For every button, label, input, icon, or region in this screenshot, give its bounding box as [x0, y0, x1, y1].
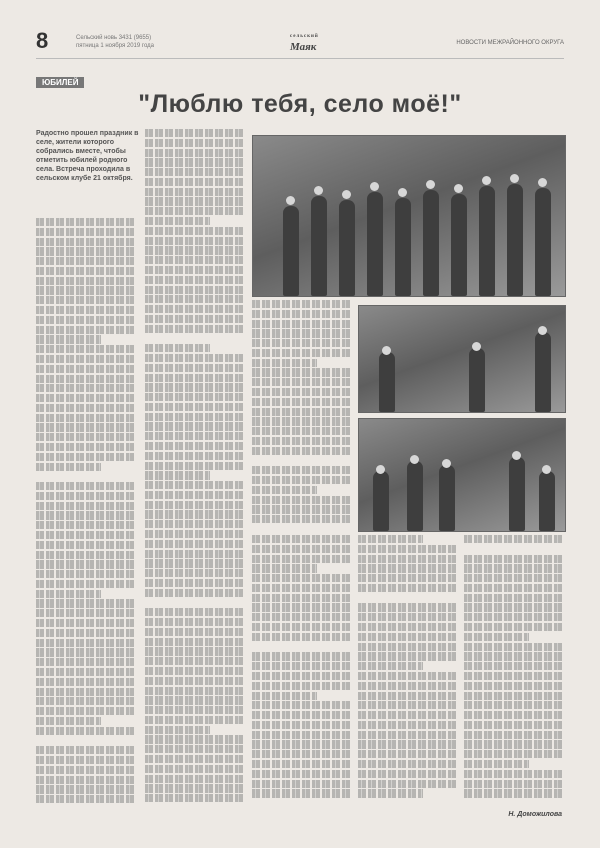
text-line	[252, 721, 352, 729]
text-line	[36, 326, 136, 334]
text-line	[145, 178, 245, 186]
text-line	[36, 697, 136, 705]
text-line	[252, 300, 352, 308]
text-line	[464, 584, 564, 592]
text-line	[36, 531, 136, 539]
text-line	[358, 662, 423, 670]
text-line	[145, 188, 245, 196]
text-line	[358, 731, 458, 739]
text-column-6	[464, 535, 564, 805]
text-line	[358, 672, 458, 680]
text-line	[145, 471, 210, 479]
text-line	[358, 643, 458, 651]
text-line	[464, 760, 529, 768]
text-line	[145, 677, 245, 685]
header-divider	[36, 58, 564, 59]
newspaper-logo	[290, 32, 319, 52]
text-line	[145, 295, 245, 303]
page-header	[36, 30, 564, 56]
text-line	[36, 335, 101, 343]
text-line	[145, 706, 245, 714]
text-line	[252, 574, 352, 582]
text-line	[464, 692, 564, 700]
text-line	[145, 276, 245, 284]
text-line	[36, 355, 136, 363]
text-column-3	[252, 300, 352, 530]
text-line	[36, 433, 136, 441]
text-line	[145, 696, 245, 704]
text-line	[36, 668, 136, 676]
text-line	[36, 482, 136, 490]
text-line	[145, 286, 245, 294]
text-line	[145, 775, 245, 783]
text-line	[145, 393, 245, 401]
text-line	[464, 594, 564, 602]
text-line	[464, 682, 564, 690]
text-line	[145, 765, 245, 773]
text-line	[145, 716, 245, 724]
text-line	[36, 511, 136, 519]
text-line	[145, 510, 245, 518]
text-line	[36, 541, 136, 549]
text-line	[36, 502, 136, 510]
text-line	[36, 267, 136, 275]
text-line	[145, 207, 245, 215]
text-line	[252, 789, 352, 797]
text-line	[36, 590, 101, 598]
text-line	[252, 731, 352, 739]
text-line	[36, 443, 136, 451]
text-line	[252, 329, 352, 337]
text-line	[464, 711, 564, 719]
text-line	[145, 432, 245, 440]
text-line	[464, 731, 564, 739]
text-line	[145, 726, 210, 734]
text-line	[36, 599, 136, 607]
text-line	[36, 639, 136, 647]
text-line	[358, 623, 458, 631]
text-line	[145, 227, 245, 235]
text-line	[145, 559, 245, 567]
text-line	[252, 417, 352, 425]
text-line	[252, 505, 352, 513]
event-photo-2	[358, 305, 566, 413]
text-line	[145, 256, 245, 264]
text-line	[145, 755, 245, 763]
text-line	[36, 707, 136, 715]
text-line	[252, 760, 352, 768]
text-line	[464, 564, 564, 572]
text-line	[36, 688, 136, 696]
article-lead: Радостно прошел праздник в селе, жители которого собрались вместе, чтобы отметить юбилей родного села. Встреча проходила в сельском клубе 21 октября.	[36, 130, 139, 182]
text-column-1	[36, 218, 136, 808]
text-line	[145, 413, 245, 421]
text-line	[252, 535, 352, 543]
text-line	[145, 315, 245, 323]
text-line	[36, 766, 136, 774]
author-signature: Н. Доможилова	[508, 811, 562, 818]
text-line	[145, 481, 245, 489]
text-line	[252, 486, 317, 494]
text-line	[36, 551, 136, 559]
text-line	[145, 354, 245, 362]
text-line	[36, 521, 136, 529]
text-line	[36, 776, 136, 784]
text-line	[464, 545, 564, 553]
text-line	[145, 638, 245, 646]
text-line	[358, 682, 458, 690]
text-line	[145, 168, 245, 176]
text-line	[464, 623, 564, 631]
text-line	[145, 540, 245, 548]
text-line	[252, 310, 352, 318]
text-line	[36, 570, 136, 578]
text-line	[36, 423, 136, 431]
text-line	[464, 643, 564, 651]
text-line	[145, 344, 210, 352]
text-line	[252, 359, 317, 367]
text-line	[145, 501, 245, 509]
text-line	[358, 613, 458, 621]
text-line	[36, 678, 136, 686]
text-line	[36, 727, 136, 735]
text-line	[464, 672, 564, 680]
text-line	[358, 594, 458, 602]
text-line	[36, 609, 136, 617]
text-line	[464, 652, 564, 660]
text-line	[252, 623, 352, 631]
text-line	[358, 711, 458, 719]
text-line	[358, 545, 458, 553]
text-line	[252, 437, 352, 445]
text-line	[36, 736, 136, 744]
issue-info: Сельский новь 3431 (9655) пятница 1 ноября 2019 года	[76, 35, 154, 49]
text-line	[358, 574, 458, 582]
text-line	[464, 740, 564, 748]
text-line	[358, 701, 458, 709]
text-line	[252, 701, 352, 709]
text-line	[145, 550, 245, 558]
text-line	[358, 584, 458, 592]
text-line	[36, 306, 136, 314]
text-line	[145, 491, 245, 499]
text-line	[252, 427, 352, 435]
text-line	[145, 647, 245, 655]
text-line	[145, 422, 245, 430]
text-line	[252, 496, 352, 504]
text-line	[145, 442, 245, 450]
text-line	[252, 368, 352, 376]
text-line	[36, 629, 136, 637]
text-line	[252, 740, 352, 748]
text-line	[145, 403, 245, 411]
text-line	[36, 316, 136, 324]
text-line	[252, 447, 352, 455]
text-line	[36, 414, 136, 422]
text-line	[358, 535, 423, 543]
text-line	[145, 599, 210, 607]
text-line	[252, 750, 352, 758]
text-line	[464, 613, 564, 621]
text-line	[252, 662, 352, 670]
text-line	[145, 149, 245, 157]
text-line	[36, 404, 136, 412]
text-line	[252, 711, 352, 719]
section-rubric: ЮБИЛЕЙ	[36, 77, 84, 88]
text-line	[36, 472, 136, 480]
text-line	[36, 345, 136, 353]
text-line	[358, 555, 458, 563]
text-line	[252, 672, 352, 680]
text-line	[145, 462, 245, 470]
text-line	[145, 364, 245, 372]
text-line	[252, 603, 352, 611]
text-line	[252, 515, 352, 523]
text-line	[145, 237, 245, 245]
text-line	[145, 735, 245, 743]
text-line	[145, 266, 245, 274]
header-tagline: НОВОСТИ МЕЖРАЙОННОГО ОКРУГА	[456, 40, 564, 46]
text-line	[145, 794, 245, 802]
text-line	[252, 584, 352, 592]
text-line	[252, 349, 352, 357]
text-line	[145, 569, 245, 577]
text-line	[358, 760, 458, 768]
text-line	[145, 325, 245, 333]
text-line	[252, 555, 352, 563]
text-column-4	[252, 535, 352, 805]
text-line	[145, 784, 245, 792]
text-line	[36, 247, 136, 255]
text-line	[145, 305, 245, 313]
text-line	[145, 687, 245, 695]
text-line	[358, 740, 458, 748]
text-line	[252, 780, 352, 788]
group-photo	[252, 135, 566, 297]
text-line	[145, 530, 245, 538]
text-line	[252, 682, 352, 690]
text-line	[145, 579, 245, 587]
text-line	[252, 378, 352, 386]
text-line	[36, 492, 136, 500]
text-line	[464, 555, 564, 563]
text-line	[252, 643, 352, 651]
text-line	[252, 466, 352, 474]
text-line	[145, 383, 245, 391]
text-line	[36, 296, 136, 304]
text-line	[145, 334, 245, 342]
text-line	[145, 745, 245, 753]
text-line	[358, 721, 458, 729]
text-line	[358, 633, 458, 641]
text-line	[36, 384, 136, 392]
text-line	[145, 608, 245, 616]
text-line	[252, 320, 352, 328]
text-line	[36, 238, 136, 246]
text-line	[145, 246, 245, 254]
text-line	[464, 750, 564, 758]
text-line	[464, 701, 564, 709]
text-line	[252, 594, 352, 602]
text-line	[252, 770, 352, 778]
text-line	[358, 750, 458, 758]
text-line	[252, 388, 352, 396]
text-line	[145, 129, 245, 137]
text-line	[358, 652, 458, 660]
text-line	[36, 257, 136, 265]
text-line	[145, 374, 245, 382]
text-line	[36, 619, 136, 627]
event-photo-3	[358, 418, 566, 532]
text-column-2	[145, 129, 245, 809]
text-line	[252, 613, 352, 621]
text-line	[36, 746, 136, 754]
text-line	[36, 394, 136, 402]
text-line	[36, 277, 136, 285]
text-line	[252, 652, 352, 660]
text-line	[36, 375, 136, 383]
text-line	[358, 564, 458, 572]
text-line	[145, 197, 245, 205]
text-line	[36, 560, 136, 568]
text-line	[145, 657, 245, 665]
text-line	[36, 453, 136, 461]
logo-title: Маяк	[290, 41, 317, 53]
text-line	[358, 780, 458, 788]
text-line	[464, 780, 564, 788]
text-line	[36, 365, 136, 373]
text-line	[145, 452, 245, 460]
text-line	[252, 408, 352, 416]
text-line	[145, 589, 245, 597]
text-line	[464, 603, 564, 611]
text-line	[145, 139, 245, 147]
text-line	[145, 667, 245, 675]
text-column-5	[358, 535, 458, 805]
text-line	[36, 717, 101, 725]
text-line	[145, 158, 245, 166]
text-line	[358, 692, 458, 700]
text-line	[464, 721, 564, 729]
text-line	[36, 795, 136, 803]
text-line	[464, 770, 564, 778]
text-line	[464, 662, 564, 670]
text-line	[36, 228, 136, 236]
text-line	[36, 756, 136, 764]
text-line	[358, 603, 458, 611]
text-line	[36, 658, 136, 666]
text-line	[36, 218, 136, 226]
article-headline: "Люблю тебя, село моё!"	[138, 90, 462, 118]
text-line	[358, 770, 458, 778]
text-line	[36, 785, 136, 793]
text-line	[252, 476, 352, 484]
text-line	[252, 564, 317, 572]
text-line	[36, 463, 101, 471]
text-line	[36, 286, 136, 294]
text-line	[464, 633, 529, 641]
text-line	[252, 457, 352, 465]
text-line	[252, 339, 352, 347]
text-line	[36, 580, 136, 588]
text-line	[145, 618, 245, 626]
page-number: 8	[36, 28, 49, 53]
text-line	[145, 628, 245, 636]
text-line	[464, 535, 564, 543]
text-line	[252, 633, 352, 641]
text-line	[145, 520, 245, 528]
text-line	[464, 789, 564, 797]
text-line	[464, 574, 564, 582]
text-line	[252, 692, 317, 700]
text-line	[145, 217, 210, 225]
text-line	[252, 398, 352, 406]
text-line	[252, 545, 352, 553]
logo-subtitle: сельский	[290, 34, 319, 39]
text-line	[358, 789, 423, 797]
text-line	[36, 648, 136, 656]
